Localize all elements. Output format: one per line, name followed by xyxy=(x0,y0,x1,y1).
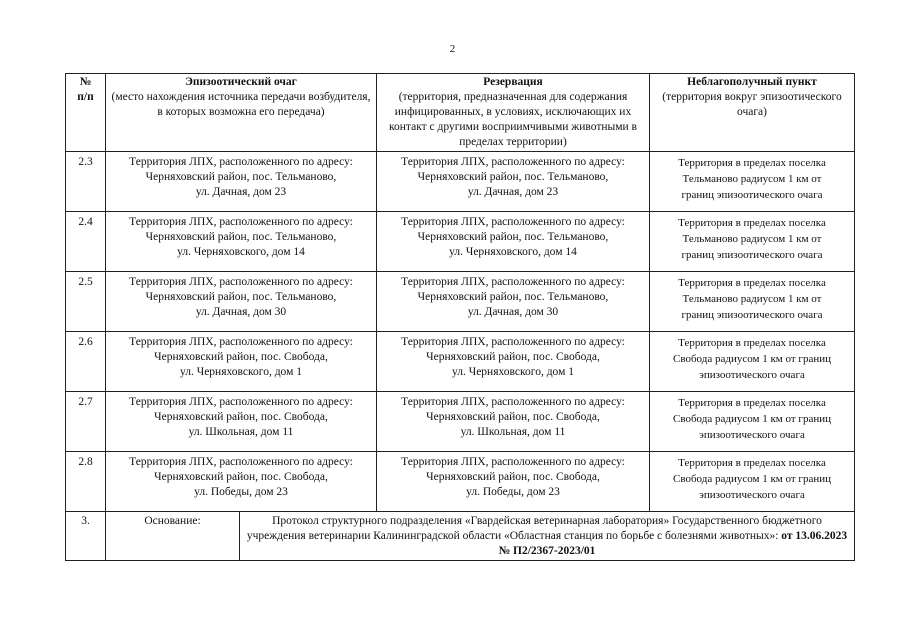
table-row xyxy=(66,152,855,212)
reservation-line: Территория ЛПХ, расположенного по адресу: xyxy=(401,216,625,228)
focus-line: ул. Черняховского, дом 14 xyxy=(177,246,305,258)
reservation-line: Черняховский район, пос. Свобода, xyxy=(426,351,600,363)
area-line: Свобода радиусом 1 км от границ xyxy=(673,473,831,485)
table-row xyxy=(66,212,855,272)
reservation-cell xyxy=(377,452,650,512)
focus-line: ул. Черняховского, дом 1 xyxy=(179,366,302,378)
basis-label: Основание: xyxy=(106,512,240,561)
focus-line: ул. Школьная, дом 11 xyxy=(188,426,294,438)
header-reservation xyxy=(377,74,650,152)
reservation-line: ул. Черняховского, дом 1 xyxy=(451,366,574,378)
focus-line: ул. Дачная, дом 23 xyxy=(195,186,287,198)
page-number: 2 xyxy=(449,43,456,55)
focus-line: Черняховский район, пос. Тельманово, xyxy=(145,231,337,243)
focus-cell xyxy=(106,212,377,272)
reservation-line: Черняховский район, пос. Тельманово, xyxy=(417,291,609,303)
area-line: границ эпизоотического очага xyxy=(681,249,823,261)
header-focus xyxy=(106,74,377,152)
focus-line: Черняховский район, пос. Свобода, xyxy=(154,411,328,423)
reservation-line: ул. Дачная, дом 30 xyxy=(467,306,559,318)
reservation-line: Черняховский район, пос. Свобода, xyxy=(426,471,600,483)
area-line: эпизоотического очага xyxy=(699,369,805,381)
area-line: Территория в пределах поселка xyxy=(678,397,826,409)
reservation-cell xyxy=(377,332,650,392)
reservation-line: Черняховский район, пос. Свобода, xyxy=(426,411,600,423)
table-row xyxy=(66,392,855,452)
focus-line: Территория ЛПХ, расположенного по адресу: xyxy=(129,336,353,348)
focus-cell xyxy=(106,272,377,332)
header-area-sub: (территория вокруг эпизоотического очага) xyxy=(662,91,842,118)
focus-line: Территория ЛПХ, расположенного по адресу: xyxy=(129,276,353,288)
basis-protocol-ref: от 13.06.2023 № П2/2367-2023/01 xyxy=(498,530,848,557)
reservation-line: Территория ЛПХ, расположенного по адресу: xyxy=(401,156,625,168)
reservation-line: ул. Черняховского, дом 14 xyxy=(449,246,577,258)
area-line: Свобода радиусом 1 км от границ xyxy=(673,413,831,425)
header-row xyxy=(66,74,855,152)
area-line: эпизоотического очага xyxy=(699,489,805,501)
basis-protocol-text: Протокол структурного подразделения «Гвардейская ветеринарная лаборатория» Государственного бюджетного учреждения ветеринарии Калининградской области «Областная станция по борьбе с болезнями животных»: xyxy=(246,515,822,542)
area-line: Свобода радиусом 1 км от границ xyxy=(673,353,831,365)
focus-cell xyxy=(106,332,377,392)
header-reservation-title: Резервация xyxy=(483,76,543,88)
focus-cell xyxy=(106,392,377,452)
row-number: 2.6 xyxy=(66,332,106,392)
reservation-line: Территория ЛПХ, расположенного по адресу: xyxy=(401,456,625,468)
reservation-line: Территория ЛПХ, расположенного по адресу: xyxy=(401,336,625,348)
area-cell xyxy=(650,152,855,212)
reservation-cell xyxy=(377,272,650,332)
header-num-line1: № xyxy=(79,76,92,88)
area-line: Территория в пределах поселка xyxy=(678,157,826,169)
focus-cell xyxy=(106,152,377,212)
reservation-line: Территория ЛПХ, расположенного по адресу: xyxy=(401,396,625,408)
focus-line: ул. Победы, дом 23 xyxy=(194,486,288,498)
focus-line: Черняховский район, пос. Тельманово, xyxy=(145,171,337,183)
area-line: Территория в пределах поселка xyxy=(678,337,826,349)
table-row xyxy=(66,272,855,332)
reservation-line: Черняховский район, пос. Тельманово, xyxy=(417,231,609,243)
focus-line: Территория ЛПХ, расположенного по адресу: xyxy=(129,456,353,468)
focus-line: Территория ЛПХ, расположенного по адресу: xyxy=(129,216,353,228)
header-reservation-sub: (территория, предназначенная для содержания инфицированных, в условиях, исключающих их контакт с другими восприимчивыми животными в пределах территории) xyxy=(389,91,637,148)
reservation-line: ул. Дачная, дом 23 xyxy=(467,186,559,198)
area-cell xyxy=(650,392,855,452)
table-row xyxy=(66,332,855,392)
header-focus-sub: (место нахождения источника передачи возбудителя, в которых возможна его передача) xyxy=(111,91,371,118)
reservation-cell xyxy=(377,392,650,452)
row-number: 2.8 xyxy=(66,452,106,512)
focus-line: Черняховский район, пос. Тельманово, xyxy=(145,291,337,303)
area-line: Территория в пределах поселка xyxy=(678,457,826,469)
header-area-title: Неблагополучный пункт xyxy=(687,76,817,88)
header-focus-title: Эпизоотический очаг xyxy=(185,76,297,88)
area-cell xyxy=(650,272,855,332)
row-number: 2.4 xyxy=(66,212,106,272)
area-line: эпизоотического очага xyxy=(699,429,805,441)
area-cell xyxy=(650,212,855,272)
area-cell xyxy=(650,452,855,512)
area-line: Тельманово радиусом 1 км от xyxy=(682,233,822,245)
reservation-line: ул. Победы, дом 23 xyxy=(466,486,560,498)
focus-line: Черняховский район, пос. Свобода, xyxy=(154,471,328,483)
basis-text xyxy=(240,512,855,561)
row-number: 2.3 xyxy=(66,152,106,212)
header-num xyxy=(66,74,106,152)
focus-line: Черняховский район, пос. Свобода, xyxy=(154,351,328,363)
header-num-line2: п/п xyxy=(77,91,94,103)
reservation-cell xyxy=(377,212,650,272)
focus-line: Территория ЛПХ, расположенного по адресу: xyxy=(129,156,353,168)
area-line: Тельманово радиусом 1 км от xyxy=(682,173,822,185)
basis-number: 3. xyxy=(66,512,106,561)
area-cell xyxy=(650,332,855,392)
area-line: Тельманово радиусом 1 км от xyxy=(682,293,822,305)
focus-line: ул. Дачная, дом 30 xyxy=(195,306,287,318)
reservation-line: Черняховский район, пос. Тельманово, xyxy=(417,171,609,183)
table-row xyxy=(66,452,855,512)
basis-row xyxy=(66,512,855,561)
row-number: 2.7 xyxy=(66,392,106,452)
reservation-line: Территория ЛПХ, расположенного по адресу: xyxy=(401,276,625,288)
area-line: границ эпизоотического очага xyxy=(681,309,823,321)
row-number: 2.5 xyxy=(66,272,106,332)
reservation-cell xyxy=(377,152,650,212)
area-line: границ эпизоотического очага xyxy=(681,189,823,201)
epizootic-table xyxy=(65,73,855,561)
header-area xyxy=(650,74,855,152)
focus-line: Территория ЛПХ, расположенного по адресу: xyxy=(129,396,353,408)
area-line: Территория в пределах поселка xyxy=(678,217,826,229)
focus-cell xyxy=(106,452,377,512)
area-line: Территория в пределах поселка xyxy=(678,277,826,289)
reservation-line: ул. Школьная, дом 11 xyxy=(460,426,566,438)
